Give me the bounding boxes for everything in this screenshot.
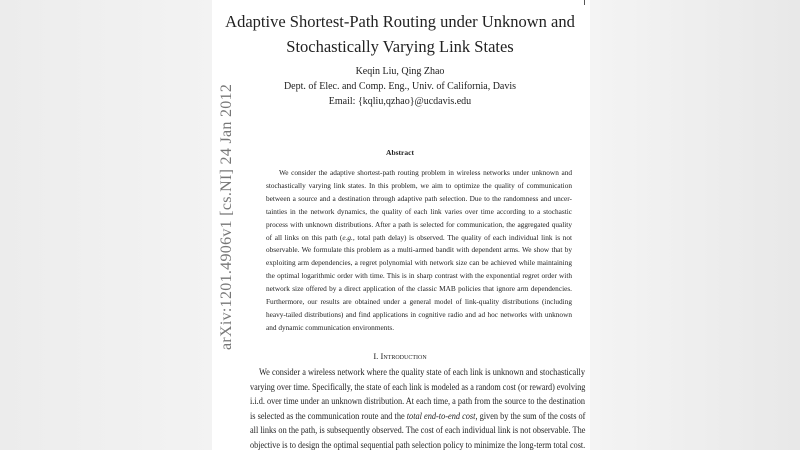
section-title: Introduction [380, 351, 427, 361]
abstract-line: Furthermore, our results are obtained under a general model of link-quality distributions (including [266, 297, 572, 306]
abstract-line: the optimal logarithmic order with time. This is in sharp contrast with the exponential regret order with [266, 271, 572, 281]
intro-line: objective is to design the optimal sequential path selection policy to minimize the long-term total cost. [250, 439, 586, 450]
abstract-line: heavy-tailed distributions) and find applications in cognitive radio and ad hoc networks with unknown [266, 309, 572, 319]
abstract-line: network size offered by a direct application of the classic MAB policies that ignore arm dependencies. [266, 284, 572, 294]
abstract-line: between a source and a destination through adaptive path selection. Due to the randomness and uncer- [266, 193, 572, 203]
abstract-line: tainties in the network dynamics, the quality of each link varies over time according to a stochastic [266, 206, 572, 216]
affiliation: Dept. of Elec. and Comp. Eng., Univ. of California, Davis [283, 81, 517, 92]
title-line-2: Stochastically Varying Link States [286, 37, 514, 56]
page-edge-mark [584, 0, 585, 5]
abstract-line: We consider the adaptive shortest-path routing problem in wireless networks under unknown and [279, 168, 572, 177]
intro-line: all links on the path, is subsequently observed. The cost of each individual link is not observable. The [250, 425, 586, 435]
abstract-heading: Abstract [386, 148, 414, 157]
title-line-1: Adaptive Shortest-Path Routing under Unknown and [225, 12, 575, 31]
intro-line: varying over time. Specifically, the state of each link is modeled as a random cost (or reward) evolving [250, 381, 586, 392]
abstract-line: and dynamic communication environments. [266, 322, 395, 332]
intro-line: We consider a wireless network where the quality state of each link is unknown and stochastically [259, 367, 585, 377]
email: Email: {kqliu,qzhao}@ucdavis.edu [328, 96, 472, 107]
abstract-line: of all links on this path (e.g., total path delay) is observed. The quality of each individual link is not [266, 232, 573, 242]
abstract-line: process with unknown distributions. After a path is selected for communication, the aggregated quality [266, 219, 572, 229]
abstract-line: stochastically varying link states. In this problem, we aim to optimize the quality of communication [266, 180, 572, 190]
authors: Keqin Liu, Qing Zhao [355, 66, 445, 77]
abstract-line: observable. We formulate this problem as a multi-armed bandit with dependent arms. We show that by [266, 245, 572, 255]
intro-line: is selected as the communication route and the total end-to-end cost, given by the sum of the costs of [250, 410, 586, 421]
intro-line: i.i.d. over time under an unknown distribution. At each time, a path from the source to the destination [250, 396, 585, 406]
section-heading [0, 351, 800, 361]
section-number: I. [373, 351, 379, 361]
abstract-line: exploiting arm dependencies, a regret polynomial with network size can be achieved while maintaining [266, 258, 572, 268]
arxiv-stamp: arXiv:1201.4906v1 [cs.NI] 24 Jan 2012 [218, 83, 235, 350]
